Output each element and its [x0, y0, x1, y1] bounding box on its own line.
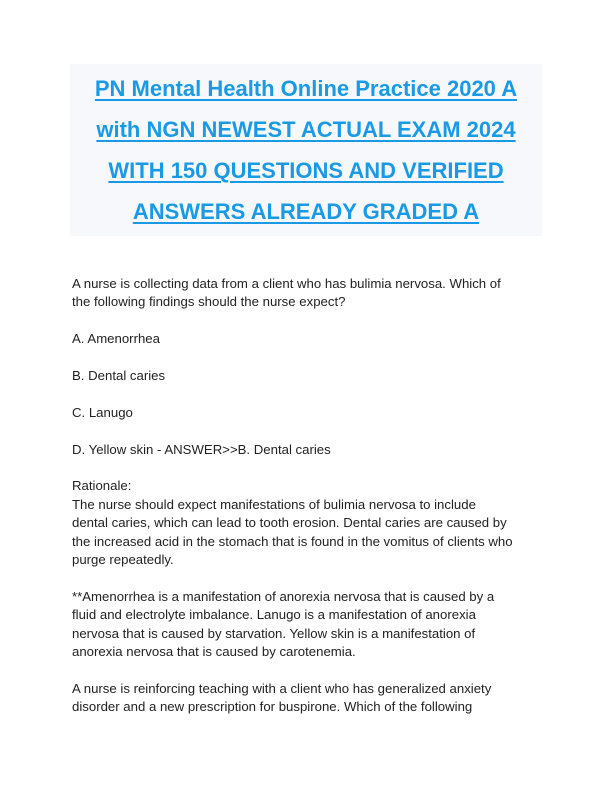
text-line: disorder and a new prescription for buspirone. Which of the following — [72, 699, 473, 715]
option-b: B. Dental caries — [72, 368, 166, 383]
rationale-label: Rationale: — [72, 478, 132, 494]
text-line: anorexia nervosa that is caused by carotenemia. — [72, 644, 356, 660]
option-c: C. Lanugo — [72, 404, 133, 420]
question-2-stem — [72, 680, 552, 717]
text-line: the following findings should the nurse expect? — [72, 294, 346, 310]
distractor-explanation — [72, 588, 552, 662]
title-line[interactable]: with NGN NEWEST ACTUAL EXAM 2024 — [96, 117, 516, 142]
document-title-link[interactable] — [70, 64, 542, 236]
text-line: dental caries, which can lead to tooth erosion. Dental caries are caused by — [72, 515, 507, 531]
title-line[interactable]: WITH 150 QUESTIONS AND VERIFIED — [108, 158, 504, 183]
text-line: purge repeatedly. — [72, 552, 174, 568]
text-line: nervosa that is caused by starvation. Yellow skin is a manifestation of — [72, 625, 476, 641]
text-line: fluid and electrolyte imbalance. Lanugo is a manifestation of anorexia — [72, 607, 476, 623]
text-line: A nurse is collecting data from a client who has bulimia nervosa. Which of — [72, 276, 501, 291]
rationale-block — [72, 477, 552, 569]
option-a: A. Amenorrhea — [72, 331, 160, 347]
option-d-with-answer: D. Yellow skin - ANSWER>>B. Dental caries — [72, 441, 331, 457]
text-line: the increased acid in the stomach that is found in the vomitus of clients who — [72, 533, 513, 549]
text-line: The nurse should expect manifestations of bulimia nervosa to include — [72, 496, 476, 512]
document-body — [72, 275, 552, 717]
title-line[interactable]: ANSWERS ALREADY GRADED A — [132, 199, 480, 224]
text-line: A nurse is reinforcing teaching with a client who has generalized anxiety — [72, 680, 492, 696]
question-1-stem — [72, 275, 552, 312]
text-line: **Amenorrhea is a manifestation of anorexia nervosa that is caused by a — [72, 588, 495, 604]
title-line[interactable]: PN Mental Health Online Practice 2020 A — [94, 76, 518, 101]
